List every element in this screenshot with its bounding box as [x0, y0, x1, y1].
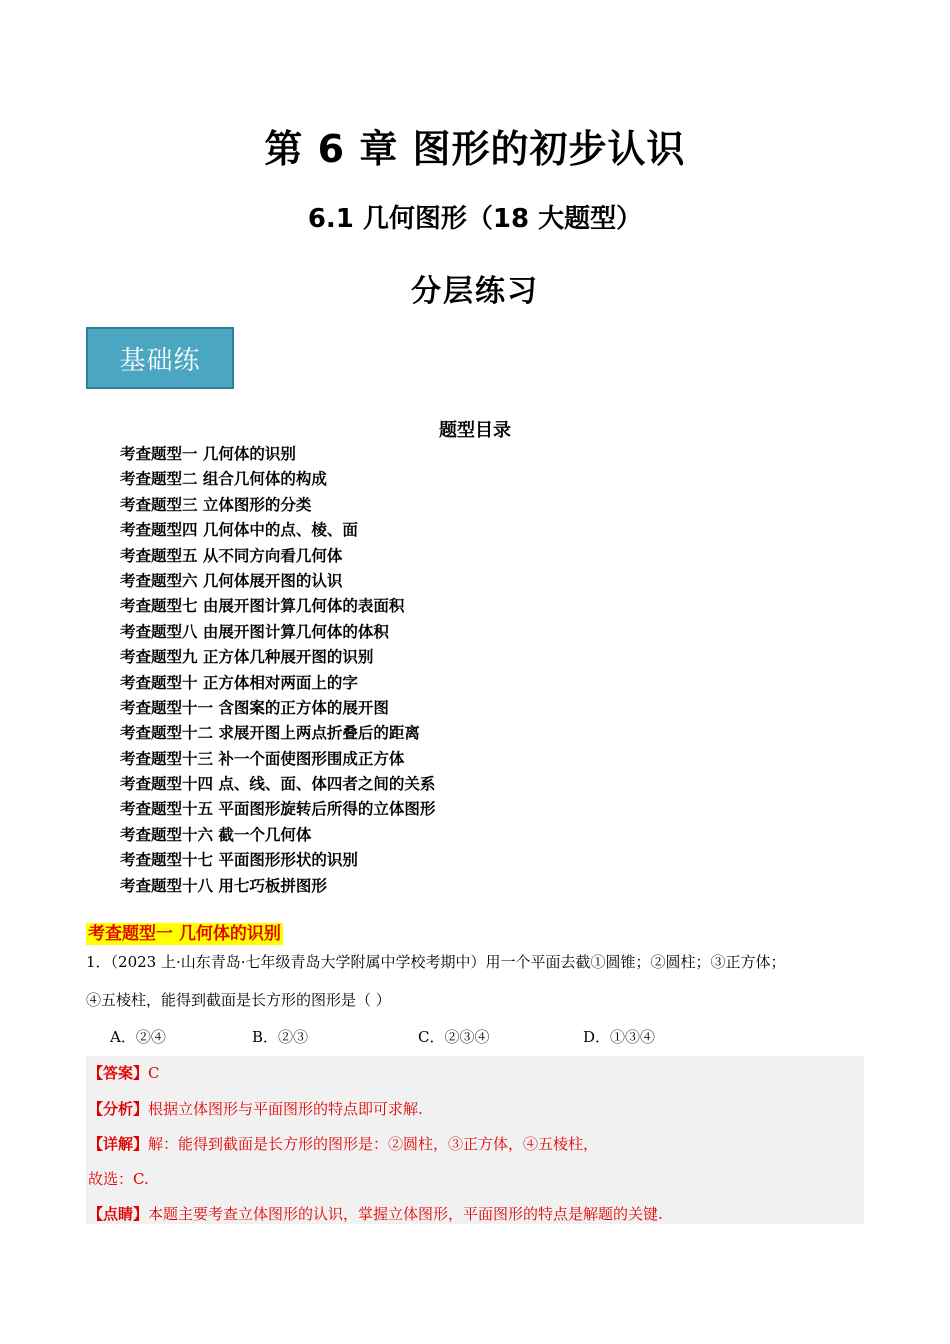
basic-practice-badge — [86, 327, 234, 389]
toc-item: 考查题型十三 补一个面使图形围成正方体 — [120, 748, 405, 768]
answer-value: C — [148, 1064, 160, 1082]
comment-text: 本题主要考查立体图形的认识，掌握立体图形，平面图形的特点是解题的关键. — [148, 1205, 663, 1223]
toc-item: 考查题型十八 用七巧板拼图形 — [120, 875, 327, 895]
option-d: D．①③④ — [583, 1028, 656, 1046]
answer-options — [86, 1026, 866, 1046]
answer-line — [88, 1062, 160, 1083]
toc-item: 考查题型十七 平面图形形状的识别 — [120, 850, 358, 870]
toc-item: 考查题型七 由展开图计算几何体的表面积 — [120, 596, 405, 616]
practice-title: 分层练习 — [411, 274, 539, 309]
section-title: 6.1 几何图形（18 大题型） — [307, 204, 643, 234]
toc-heading: 题型目录 — [439, 420, 511, 441]
toc-item: 考查题型二 组合几何体的构成 — [120, 469, 327, 489]
conclusion-line: 故选：C. — [88, 1170, 149, 1188]
analysis-tag: 【分析】 — [88, 1100, 149, 1118]
toc-item: 考查题型十四 点、线、面、体四者之间的关系 — [120, 774, 436, 794]
toc-list — [120, 441, 435, 898]
option-b: B．②③ — [252, 1028, 309, 1046]
question-text-line-2: ④五棱柱，能得到截面是长方形的图形是（ ） — [86, 991, 391, 1009]
option-c: C．②③④ — [418, 1028, 490, 1046]
toc-item: 考查题型五 从不同方向看几何体 — [120, 545, 343, 565]
question-type-heading: 考查题型一 几何体的识别 — [88, 924, 281, 944]
chapter-title: 第 6 章 图形的初步认识 — [264, 127, 686, 171]
detail-line — [88, 1133, 598, 1154]
answer-tag: 【答案】 — [88, 1064, 149, 1082]
toc-item: 考查题型十二 求展开图上两点折叠后的距离 — [120, 723, 420, 743]
toc-item: 考查题型九 正方体几种展开图的识别 — [120, 647, 374, 667]
analysis-text: 根据立体图形与平面图形的特点即可求解. — [148, 1100, 423, 1118]
toc-item: 考查题型一 几何体的识别 — [120, 444, 296, 463]
toc-item: 考查题型六 几何体展开图的认识 — [120, 570, 343, 590]
toc-item: 考查题型八 由展开图计算几何体的体积 — [120, 621, 389, 641]
toc-item: 考查题型十一 含图案的正方体的展开图 — [120, 697, 389, 717]
comment-tag: 【点睛】 — [88, 1205, 149, 1223]
toc-item: 考查题型十 正方体相对两面上的字 — [120, 672, 358, 692]
option-a: A．②④ — [110, 1028, 166, 1046]
toc-item: 考查题型十五 平面图形旋转后所得的立体图形 — [120, 799, 436, 819]
toc-item: 考查题型三 立体图形的分类 — [120, 494, 312, 514]
badge-label: 基础练 — [119, 345, 201, 376]
analysis-line — [88, 1098, 423, 1119]
toc-item: 考查题型十六 截一个几何体 — [120, 824, 312, 844]
answer-explanation-box — [86, 1056, 864, 1224]
toc-item: 考查题型四 几何体中的点、棱、面 — [120, 520, 358, 540]
detail-tag: 【详解】 — [88, 1135, 149, 1153]
question-text-line-1: 1．（2023 上·山东青岛·七年级青岛大学附属中学校考期中）用一个平面去截①圆锥；②圆柱；③正方体； — [86, 953, 786, 971]
detail-text: 解：能得到截面是长方形的图形是：②圆柱，③正方体，④五棱柱， — [148, 1135, 599, 1153]
comment-line — [88, 1203, 663, 1224]
